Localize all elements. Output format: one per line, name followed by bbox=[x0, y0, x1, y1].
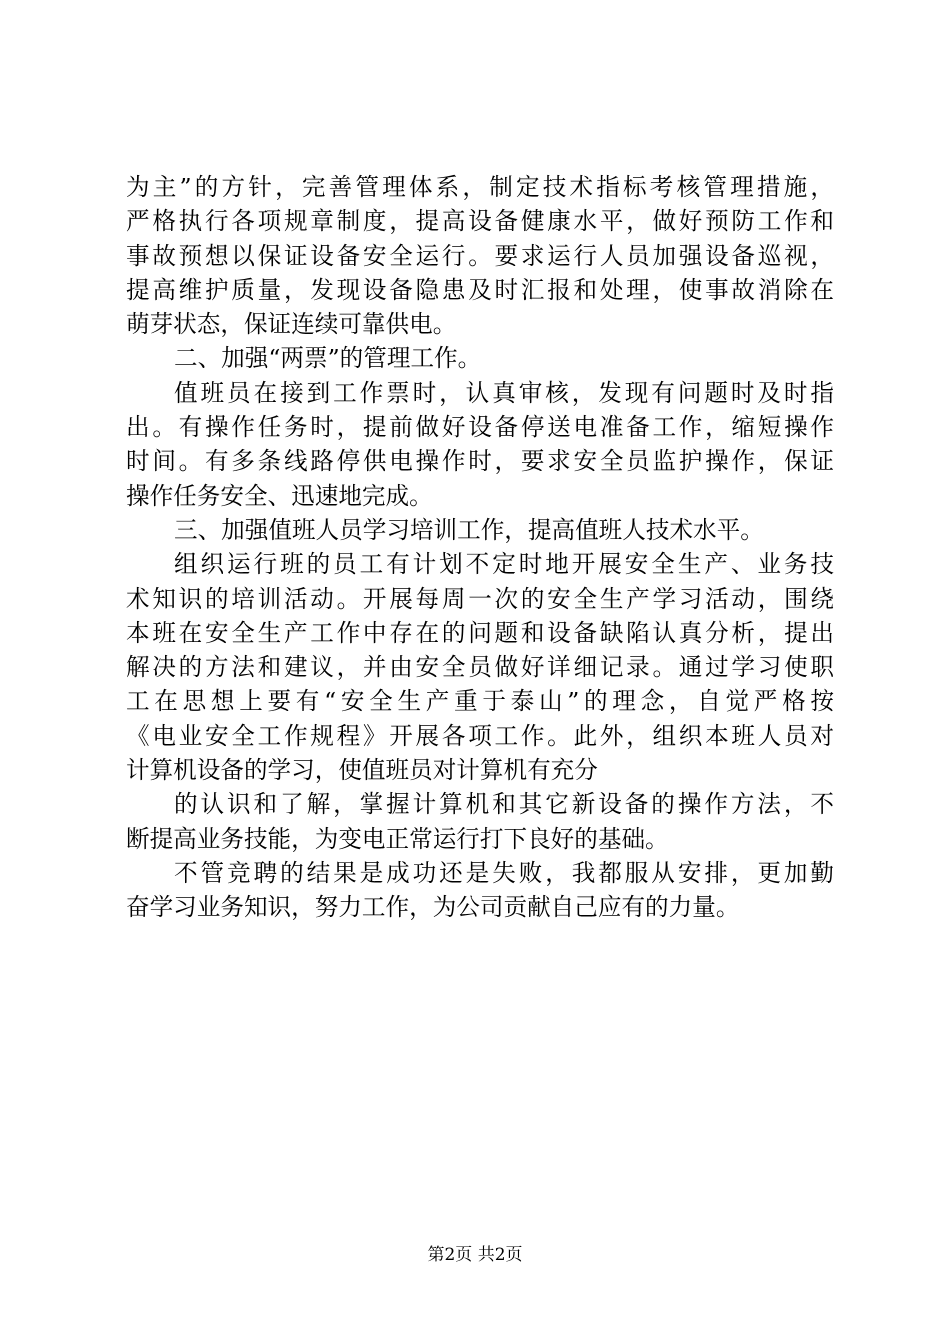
text-line: 的认识和了解，掌握计算机和其它新设备的操作方法，不 bbox=[174, 790, 834, 819]
text-line: 提高维护质量，发现设备隐患及时汇报和处理，使事故消除在 bbox=[126, 275, 834, 304]
section-heading: 二、加强“两票”的管理工作。 bbox=[174, 344, 482, 373]
text-line: 本班在安全生产工作中存在的问题和设备缺陷认真分析，提出 bbox=[126, 618, 834, 647]
text-line: 奋学习业务知识，努力工作，为公司贡献自己应有的力量。 bbox=[126, 893, 740, 922]
text-line: 萌芽状态，保证连续可靠供电。 bbox=[126, 310, 457, 339]
text-line: 值班员在接到工作票时，认真审核，发现有问题时及时指 bbox=[174, 378, 834, 407]
text-line: 不管竞聘的结果是成功还是失败，我都服从安排，更加勤 bbox=[174, 858, 834, 887]
page-number-footer: 第2页 共2页 bbox=[427, 1245, 523, 1265]
text-line: 《电业安全工作规程》开展各项工作。此外，组织本班人员对 bbox=[126, 721, 834, 750]
text-line: 组织运行班的员工有计划不定时地开展安全生产、业务技 bbox=[174, 550, 834, 579]
text-line: 计算机设备的学习，使值班员对计算机有充分 bbox=[126, 756, 598, 785]
section-heading: 三、加强值班人员学习培训工作，提高值班人技术水平。 bbox=[174, 515, 764, 544]
text-line: 严格执行各项规章制度，提高设备健康水平，做好预防工作和 bbox=[126, 207, 834, 236]
text-line: 解决的方法和建议，并由安全员做好详细记录。通过学习使职 bbox=[126, 653, 834, 682]
text-line: 操作任务安全、迅速地完成。 bbox=[126, 481, 433, 510]
document-body bbox=[126, 170, 834, 925]
text-line: 时间。有多条线路停供电操作时，要求安全员监护操作，保证 bbox=[126, 447, 834, 476]
text-line: 为主”的方针，完善管理体系，制定技术指标考核管理措施， bbox=[126, 173, 834, 201]
text-line: 断提高业务技能，为变电正常运行打下良好的基础。 bbox=[126, 824, 669, 853]
text-line: 术知识的培训活动。开展每周一次的安全生产学习活动，围绕 bbox=[126, 584, 834, 613]
text-line: 出。有操作任务时，提前做好设备停送电准备工作，缩短操作 bbox=[126, 413, 834, 442]
text-line: 事故预想以保证设备安全运行。要求运行人员加强设备巡视， bbox=[126, 241, 834, 270]
text-line: 工在思想上要有“安全生产重于泰山”的理念，自觉严格按 bbox=[126, 687, 834, 716]
